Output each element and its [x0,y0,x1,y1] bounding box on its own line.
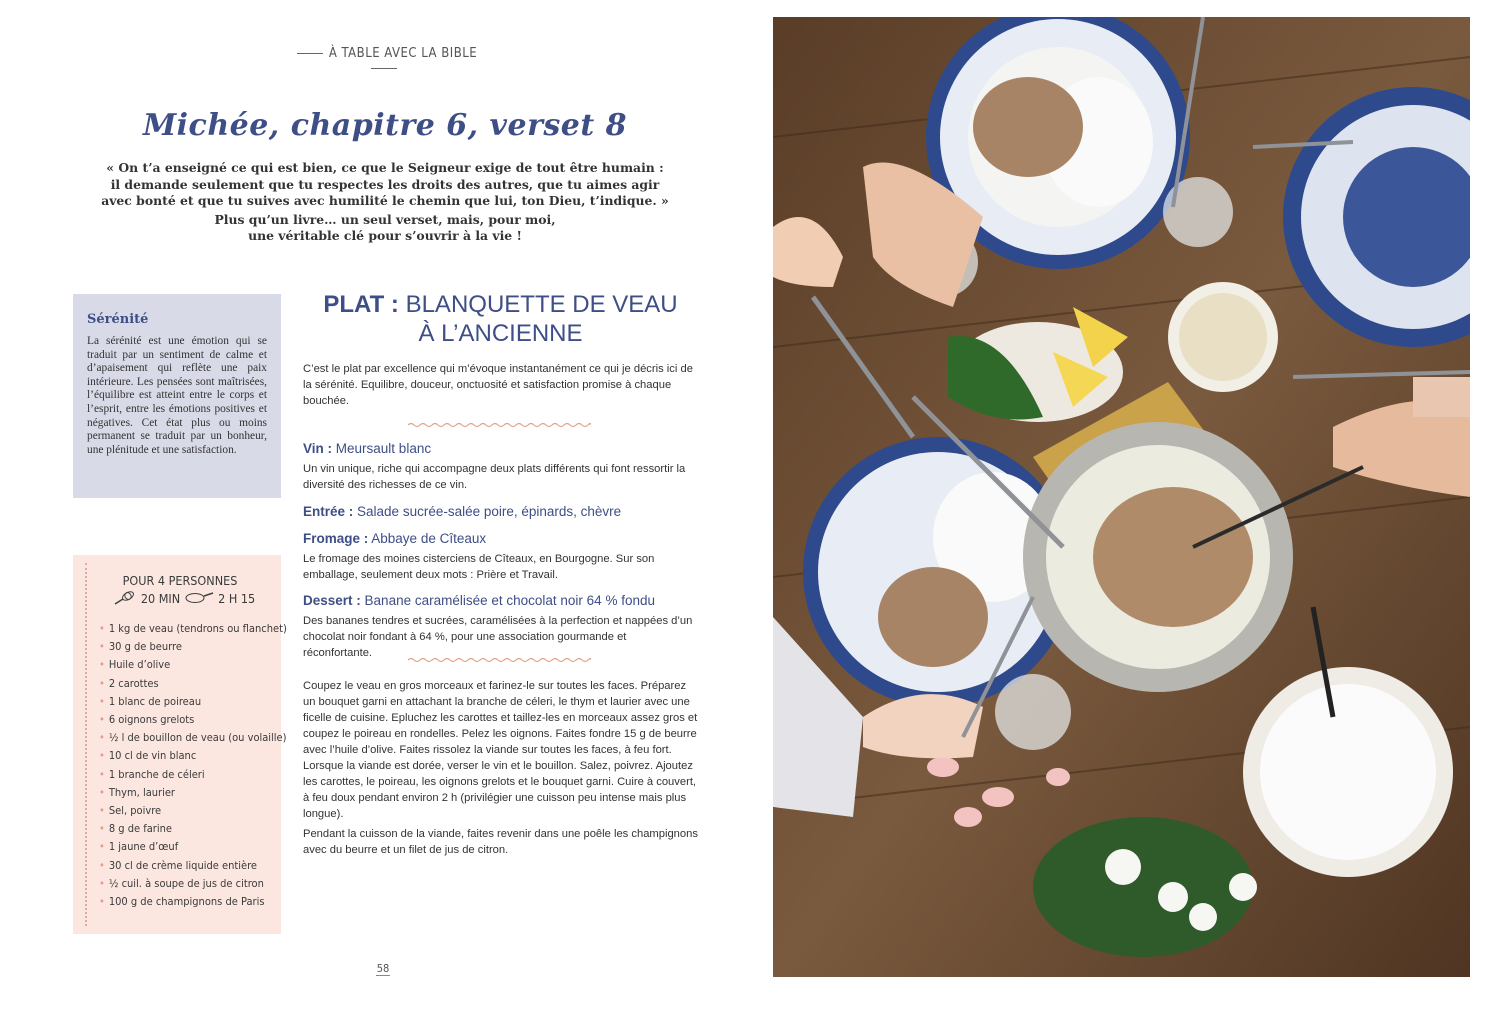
servings: POUR 4 PERSONNES [122,573,238,588]
bible-quote [80,160,690,245]
page-number: 58 [376,962,390,975]
ingredient: • ½ l de bouillon de veau (ou volaille) [99,729,275,747]
wine-text: Un vin unique, riche qui accompagne deux plats différents qui font ressortir la diversité des richesses de ce vin. [303,463,686,491]
dish-intro-block [303,361,698,409]
starter-label: Entrée : [303,504,354,519]
quote-line: « On t’a enseigné ce qui est bien, ce que le Seigneur exige de tout être humain : [106,160,664,175]
wine-label: Vin : [303,441,333,456]
starter-value: Salade sucrée-salée poire, épinards, chèvre [357,504,622,519]
recipe-box [73,555,287,934]
ingredient: • ½ cuil. à soupe de jus de citron [99,875,275,893]
dish-title [303,290,698,348]
ingredient: • Sel, poivre [99,802,275,820]
running-title: À TABLE AVEC LA BIBLE [328,46,478,61]
table-scene-illustration [773,17,1470,977]
times-row [89,590,275,606]
method-step: Pendant la cuisson de la viande, faites revenir dans une poêle les champignons avec du beurre et un filet de jus de citron. [303,828,698,856]
ingredient: • 1 kg de veau (tendrons ou flanchet) [99,620,275,638]
whisk-icon [113,590,137,606]
dish-name-line2: À L’ANCIENNE [418,320,583,347]
quote-line: il demande seulement que tu respectes les droits des autres, que tu aimes agir [110,176,660,192]
wine-heading [303,440,698,458]
ingredient: • 1 jaune d’œuf [99,838,275,856]
page-title: Michée, chapitre 6, verset 8 [142,108,628,143]
ingredient: • 30 g de beurre [99,638,275,656]
cheese-value: Abbaye de Cîteaux [371,531,487,546]
dessert-heading [303,592,698,610]
ingredient: • 1 branche de céleri [99,766,275,784]
dish-intro: C’est le plat par excellence qui m’évoque instantanément ce qui je décris ici de la sérénité. Equilibre, douceur, onctuosité et satisfaction promise à chaque bouchée. [303,363,693,407]
quote-line: avec bonté et que tu suives avec humilité le chemin que lui, ton Dieu, t’indique. » [101,193,669,208]
ingredient: • 6 oignons grelots [99,711,275,729]
ingredient: • 1 blanc de poireau [99,693,275,711]
serenite-box [73,294,281,498]
ingredients-list [99,620,287,911]
header-rule-left [297,53,323,54]
dish-name-line1: BLANQUETTE DE VEAU [405,291,678,318]
dessert-label: Dessert : [303,593,361,608]
quote-line: Plus qu’un livre… un seul verset, mais, pour moi, [214,211,556,227]
serenite-heading: Sérénité [87,312,149,327]
running-header [283,46,485,76]
ingredient: • Thym, laurier [99,784,275,802]
pairings-block [303,440,698,661]
ingredient: • 100 g de champignons de Paris [99,893,275,911]
starter-heading [303,503,698,521]
ingredient: • 30 cl de crème liquide entière [99,857,275,875]
dotted-border [85,563,89,926]
pan-icon [184,591,214,605]
quote-line: une véritable clé pour s’ouvrir à la vie ! [248,228,522,243]
food-photo [773,17,1470,977]
ingredient: • 10 cl de vin blanc [99,747,275,765]
dish-label: PLAT : [323,291,399,318]
cheese-label: Fromage : [303,531,369,546]
cheese-text: Le fromage des moines cisterciens de Cîteaux, en Bourgogne. Sur son emballage, seulement deux mots : Prière et Travail. [303,553,655,581]
dessert-value: Banane caramélisée et chocolat noir 64 % fondu [364,593,655,608]
ingredient: • 8 g de farine [99,820,275,838]
prep-time: 20 MIN [140,590,181,606]
wine-value: Meursault blanc [335,441,432,456]
cheese-heading [303,530,698,548]
ingredient: • 2 carottes [99,675,275,693]
cook-time: 2 H 15 [218,590,256,606]
serenite-text: La sérénité est une émotion qui se traduit par un sentiment de calme et d’apaisement qui reflète une paix intérieure. Les pensées sont maîtrisées, l’équilibre est atteint entre le corps et l’esprit, entre les émotions positives et négatives. Cet état plus ou moins permanent se traduit par un bonheur, une plénitude et une satisfaction. [87,335,267,456]
header-rule-right [371,68,397,69]
ornamental-divider [408,657,591,663]
ingredient: • Huile d’olive [99,656,275,674]
method-step: Coupez le veau en gros morceaux et farinez-le sur toutes les faces. Préparez un bouquet garni en attachant la branche de céleri, le thym et laurier avec une ficelle de cuisine. Epluchez les carottes et taillez-les en morceaux assez gros et coupez le poireau en rondelles. Pelez les oignons. Faites fondre 15 g de beurre avec l’huile d’olive. Faites rissolez la viande sur toutes les faces, à feu fort. Lorsque la viande est dorée, verser le vin et le bouillon. Salez, poivrez. Ajoutez les carottes, le poireau, les oignons grelots et le bouquet garni. Cuire à couvert, à feu doux pendant environ 2 h (privilégier une cuisson peu intense mais plus longue). [303,680,698,820]
dessert-text: Des bananes tendres et sucrées, caramélisées à la perfection et nappées d’un chocolat noir fondant à 64 %, pour une association gourmande et réconfortante. [303,615,693,659]
ornamental-divider [408,422,591,428]
method-block [303,678,698,858]
